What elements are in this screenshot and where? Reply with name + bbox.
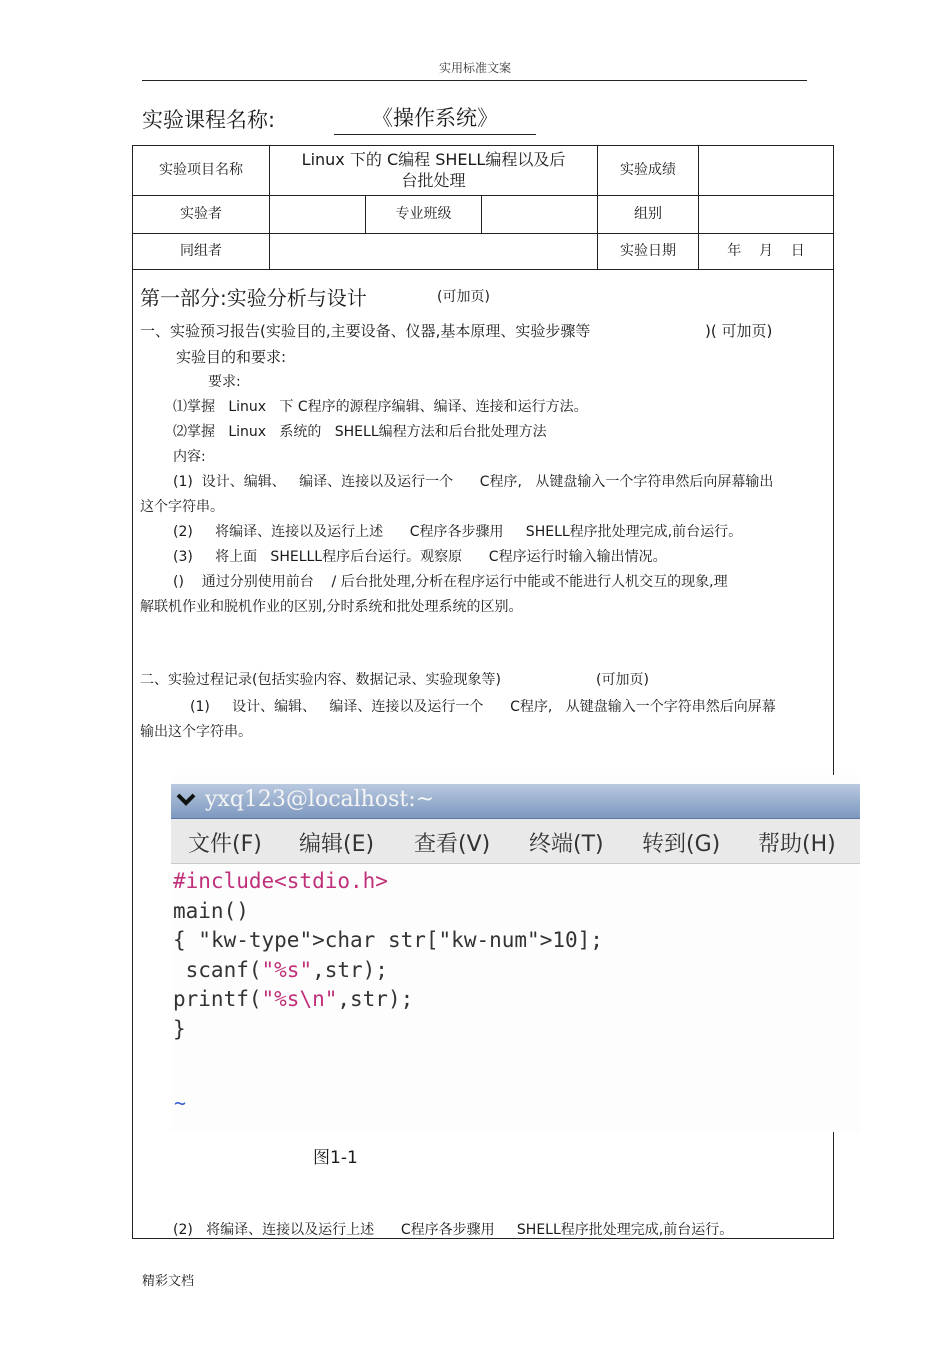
step1-line: (1) 设计、编辑、 编译、连接以及运行一个 C程序, 从键盘输入一个字符串然后向屏幕 <box>190 699 776 715</box>
window-menu-icon[interactable] <box>175 788 197 810</box>
code-line: printf("%s\n",str); <box>173 987 414 1011</box>
project-name-label: 实验项目名称 <box>159 162 243 179</box>
course-label: 实验课程名称: <box>142 108 276 132</box>
score-value <box>699 146 833 195</box>
part2-note: (可加页) <box>596 672 649 688</box>
part2-heading: 二、实验过程记录(包括实验内容、数据记录、实验现象等) <box>140 672 501 688</box>
menu-terminal[interactable]: 终端(T) <box>529 832 604 857</box>
code-line: } <box>173 1016 186 1041</box>
page-footer: 精彩文档 <box>142 1274 195 1289</box>
requirements-label: 要求: <box>208 374 241 390</box>
terminal-menu-bar <box>171 819 860 864</box>
content-item: (2) 将编译、连接以及运行上述 C程序各步骤用 SHELL程序批处理完成,前台运行。 <box>173 524 743 540</box>
code-line: #include<stdio.h> <box>173 869 388 893</box>
code-line: main() <box>173 898 249 923</box>
table-row-divider <box>133 269 833 270</box>
figure-caption: 图1-1 <box>313 1148 358 1168</box>
group-label: 组别 <box>634 206 662 223</box>
code-line: scanf("%s",str); <box>173 957 388 982</box>
purpose-heading: 实验目的和要求: <box>176 348 287 366</box>
menu-view[interactable]: 查看(V) <box>414 832 491 857</box>
requirement-item: ⑴掌握 Linux 下 C程序的源程序编辑、编译、连接和运行方法。 <box>173 399 588 415</box>
partner-label: 同组者 <box>180 243 222 260</box>
terminal-screenshot <box>171 775 860 1132</box>
page-header: 实用标准文案 <box>438 61 511 75</box>
content-item: 这个字符串。 <box>140 499 224 515</box>
date-value: 年 月 日 <box>727 243 805 260</box>
menu-edit[interactable]: 编辑(E) <box>299 832 375 857</box>
step2-line: (2) 将编译、连接以及运行上述 C程序各步骤用 SHELL程序批处理完成,前台运行。 <box>173 1222 734 1238</box>
experimenter-label: 实验者 <box>180 206 222 223</box>
report-note: )( 可加页) <box>705 322 773 340</box>
content-item: (3) 将上面 SHELLL程序后台运行。观察原 C程序运行时输入输出情况。 <box>173 549 667 565</box>
menu-help[interactable]: 帮助(H) <box>758 832 836 857</box>
major-class-label: 专业班级 <box>395 206 452 223</box>
content-item: () 通过分别使用前台 / 后台批处理,分析在程序运行中能或不能进行人机交互的现象,理 <box>173 574 728 590</box>
code-line: { "kw-type">char str["kw-num">10]; <box>173 928 603 952</box>
empty-line-marker: ~ <box>174 1091 187 1115</box>
table-col-divider <box>481 195 482 233</box>
menu-go[interactable]: 转到(G) <box>642 832 721 857</box>
score-label: 实验成绩 <box>620 162 676 179</box>
course-name: 《操作系统》 <box>334 102 536 135</box>
requirement-item: ⑵掌握 Linux 系统的 SHELL编程方法和后台批处理方法 <box>173 424 547 440</box>
terminal-title: yxq123@localhost:~ <box>205 787 435 812</box>
menu-file[interactable]: 文件(F) <box>188 832 262 857</box>
content-label: 内容: <box>173 449 206 465</box>
part1-title: 第一部分:实验分析与设计 <box>140 286 367 310</box>
terminal-title-bar <box>171 784 860 819</box>
part1-note: (可加页) <box>437 289 490 305</box>
header-rule <box>142 80 807 81</box>
step1-line: 输出这个字符串。 <box>140 724 252 740</box>
content-item: 解联机作业和脱机作业的区别,分时系统和批处理系统的区别。 <box>140 599 523 615</box>
content-item: (1) 设计、编辑、 编译、连接以及运行一个 C程序, 从键盘输入一个字符串然后向屏幕输出 <box>173 474 774 490</box>
report-heading: 一、实验预习报告(实验目的,主要设备、仪器,基本原理、实验步骤等 <box>140 322 591 340</box>
project-name-value: Linux 下的 C编程 SHELL编程以及后台批处理 <box>301 149 566 190</box>
terminal-code <box>173 867 603 1044</box>
date-label: 实验日期 <box>620 243 676 260</box>
